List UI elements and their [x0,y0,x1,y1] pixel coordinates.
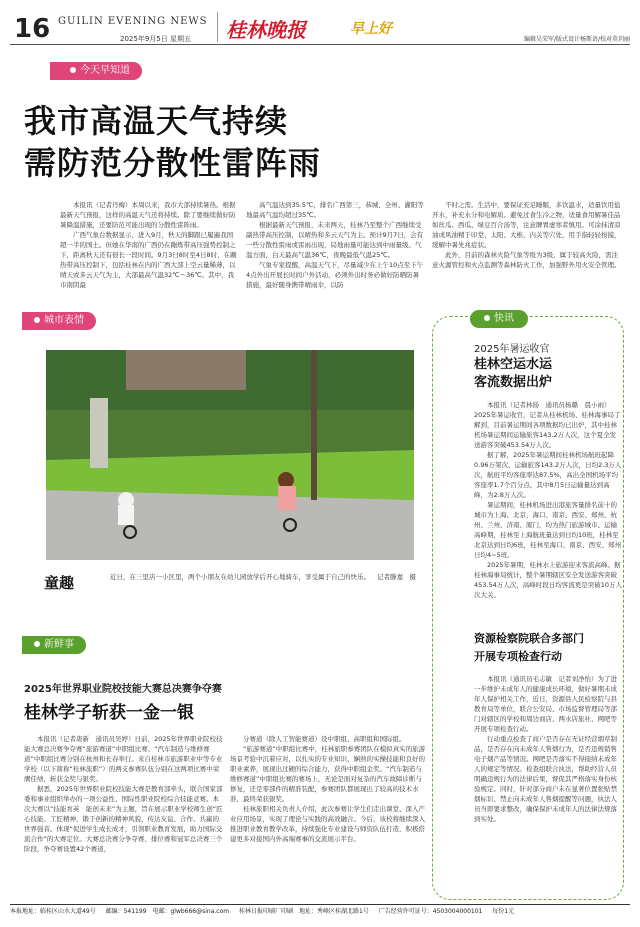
date: 2025年9月5日 [120,35,168,43]
photo-title: 童趣 [44,574,75,592]
editor-credits: 编辑吴荣军/版式设计杨斯语/校对莫玥丽 [523,36,630,43]
contest-title: 桂林学子斩获一金一银 [24,703,194,723]
express-item1-kicker: 2025年暑运收官 [474,344,550,355]
title-line: 桂林空运水运 [474,357,553,372]
footer-printer: 桂林日报印刷厂印刷 [239,908,294,915]
paragraph: 暑运期间，桂林机场进出港旅客量排名前十的城市为上海、北京、海口、南京、西安、郑州、杭州、兰州、济南、厦门，均为热门旅游城市、运输高峰期，桂林至上海航班量达到日均10班，桂林至北京达到日均6班，桂林至海口、南京、西安、郑州日均4~5班。 [474,501,622,559]
footer-price: 每份1元 [492,908,515,915]
section-tag-news [22,636,86,654]
express-item2-title [474,630,624,666]
footer-email: 邮编：541199 电邮：glwb666@sina.com [105,908,230,915]
express-item2-body [474,674,622,890]
paragraph: 本报讯（通讯员毛志敏 记者刘净怡）为了进一步维护未成年人的健康成长环境，做好暑期未成年人保护相关工作，近日，资源县人民检察院与县教育局等单位，联合公安局、市场监督管理局等部门对辖区的学校和周边商店、两水店旅社、网吧等开展专项检查行动。 [474,675,617,733]
tag-dot-icon [70,67,76,73]
headline [24,100,444,184]
masthead [10,8,630,46]
footer-address: 本报地址：临桂区山水大道49号 [10,908,96,915]
title-line: 开展专项检查行动 [474,650,562,663]
footer-printer-address: 地址：秀峰区桂湖北路1号 [298,908,369,915]
title-line: 资源检察院联合多部门 [474,632,584,645]
footer-ad-license: 广告经营许可证号：4503004000101 [378,908,483,915]
tag-dot-icon [484,315,490,321]
section-tag-city [22,312,96,330]
paragraph: 桂林旅职相关负责人介绍，此次参赛让学生们走出课堂、深入产业应用场景，实现了理论与实践的高效融合。今后，该校将继续深入推进职业教育教学改革，持续强化专业建设与师资队伍打造，积极搭建更多对接国内外高端赛事的交流展示平台。 [230,805,425,843]
express-item1-title [474,356,624,392]
contest-article-col-1 [24,734,224,896]
paragraph: 此外，目前的森林火险气象等级为3级，属于较高火险，需注意火源管控和火点监测等森林防火工作，加强野外用火安全管理。 [432,251,621,269]
footer-bar [10,904,630,919]
section-tag-today [50,62,142,80]
paragraph: 据悉，2025年世界职业院校技能大赛是教育部牵头，联合国家部委和事业组织举办的一项公益性、国际性职业院校综合技能竞赛。本次大赛以“技能育英 能创未来”为主题，旨在展示职业学校师生创“匠心技能、工匠精神，锻于创新的精神风貌，传达友谊、合作、共赢的世界强音。体现“促进学生成长成才，引领职业教育发展，助力国际交流合作”的大赛定位。大赛总决赛分争夺赛、排位赛和冠军总决赛三个阶段，争夺赛设置42个赛道， [24,785,223,853]
paper-logo: 桂林晚报 [226,18,306,42]
photo-children-cycling [46,350,414,560]
paragraph: 广西气象台数据显示，进入9月，秋天的脚跟已履遍我国超一半的国土。但她在华南的广西仍在蹦炼带高压强势控制之下，距离秋天还有很长一段时间。9月3日8时至4日8时，在蹦热带高压控制下，包括桂林在内的广西大部上空云量稀薄，以晴天或多云天气为主，大部最高气温32℃～36℃。其中，我市南阴最 [60,231,237,289]
weather-article-col-2 [246,200,424,305]
section-tag-label: 今天早知道 [80,65,130,76]
paragraph: 据了解，2025年暑运期间桂林机场航班起降0.96万架次，运输旅客143.2万人次，日均2.3万人次，航班平均客座率达87.5%，高出全国机场平均客座率1.7个百分点，其中8月5日运输量达到高峰，为2.8万人次。 [474,451,622,499]
paragraph: 气象专家提醒，高温天气下，尽量减少在上午10点至下午4点外出开展长时间户外活动，必须外出时务必做好防晒防暑措施，最好随身携带晴雨伞，以防 [246,261,424,289]
paragraph: 分赛道（除人工智能赛道）设中职组、高职组和国际组。 [243,735,406,743]
paragraph: 本报讯（记者丹梅）本周以来，我市大部持续暑热。根据最新天气预报，这样的高温天气还将持续。除了要继续做好防暑降温措施，还要防范可能出现的分散性雷阵雨。 [60,201,236,229]
weather-article-col-3 [432,200,622,305]
paper-name-en: GUILIN EVENING NEWS [58,16,208,27]
section-logo: 早上好 [350,21,392,37]
news-photo [46,350,414,560]
paragraph: 本报讯（记者林扬 通讯员杨璐 晨小雨）2025年暑运收官，记者从桂林机场、桂林海事局了解到，目前暑运期间各项数据均已出炉，其中桂林机场暑运期间运输旅客143.2万人次，这个夏全发送游客突破453.54万人次。 [474,401,621,449]
tag-dot-icon [34,317,40,323]
weekday: 星期五 [169,35,191,43]
paragraph: 2025年暑期，桂林水上旅游迎来客流高峰。据桂林海事局统计，整个暑期辖区安全发送游客突破453.54万人次，高峰时段日均客流更是突破10万人次大关。 [474,561,622,599]
weather-article-col-1 [60,200,238,305]
page-number: 16 [14,14,51,44]
section-tag-label: 城市表情 [44,315,84,326]
title-line: 客流数据出炉 [474,375,553,390]
paragraph: “旅游赛道”中职组比赛中，桂林旅职参赛团队在模拟真实的旅游场景考验中沉着应对，以扎实的专业知识、娴熟的实操技能和良好的职业素养，展现出过硬的综合能力，获得中职组金奖。“汽车制造与维修赛道”中职组比赛的赛场上，无论是面对复杂的汽车故障诊断与修复，还是零部件的精准装配，参赛团队都展现出了较高的技术水准，最终荣获银奖。 [230,745,426,803]
paragraph: 本报讯（记者唐新 通讯员吴婷）日前，2025年世界职业院校技能大赛总决赛争夺赛“旅游赛道”中职组比赛、“汽车制造与维修赛道”中职组比赛分别在杭州和长春举行。来自桂林市旅游职业中等专业学校（以下简称“桂林旅职”）的两支参赛队伍分别在这两项比赛中荣膺佳绩，斩获金奖与银奖。 [24,735,223,783]
section-tag-label: 快讯 [494,313,514,324]
paragraph: 行动重点检查了商户是否存在无证经营烟草制品，是否存在向未成年人售烟行为，是否违规销售电子烟产品等情况。网吧是否落实不得接纳未成年人的规定等情况。检查组联合执法，帮助经营人员明确违规行为的法律后果，督促其严格落实身份核验规定。同时，针对部分商户未在显著位置张贴禁烟标识、禁止向未成年人售烟提醒等问题，执法人员当即要求整改，确保保护未成年人的法律法规落到实处。 [474,735,617,823]
logo-divider [217,12,218,42]
contest-article-col-2 [230,734,426,896]
paragraph: 不时之需。生活中，要保证充足睡眠，多饮温水，适量饮用盐开水，补充水分和电解质。避免过食生冷之物，适量食用解暑佳品如丝瓜、西瓜、绿豆百合汤等，注意脾胃虚寒者慎用。可涂抹清凉油或风油精于印堂、太阳、大椎、内关等穴处，用手指轻轻按摸，缓解中暑先兆症状。 [432,201,621,249]
section-tag-express [470,310,528,328]
caption-text: 近日，在三里店一小区里，两个小朋友在幼儿园放学后开心地骑车，享受属于自己的快乐。 [110,573,370,581]
section-tag-label: 新鲜事 [44,639,74,650]
issue-date [120,34,191,44]
headline-line-2: 需防范分散性雷阵雨 [24,144,322,182]
express-item1-body [474,400,622,612]
tag-dot-icon [34,641,40,647]
paragraph: 根据最新天气预报，未来两天，桂林乃至整个广西继续受副热带高压控制，以晴热和多云天气为主。预计9月7日，会有一些分散性雷雨或雷雨出现，局地雨量可能达到中雨量级。气温方面，白天最高气温36℃，夜晚最低气温25℃。 [246,221,424,259]
paragraph: 高气温达到35.5℃，排名广西第三，恭城、全州、灌阳等地最高气温均超过35℃。 [246,201,424,219]
contest-kicker: 2025年世界职业院校技能大赛总决赛争夺赛 [24,684,222,695]
photo-credit: 记者滕嘉 摄 [377,573,416,581]
header-rule [10,44,630,45]
headline-line-1: 我市高温天气持续 [24,102,289,140]
photo-caption [110,572,416,582]
